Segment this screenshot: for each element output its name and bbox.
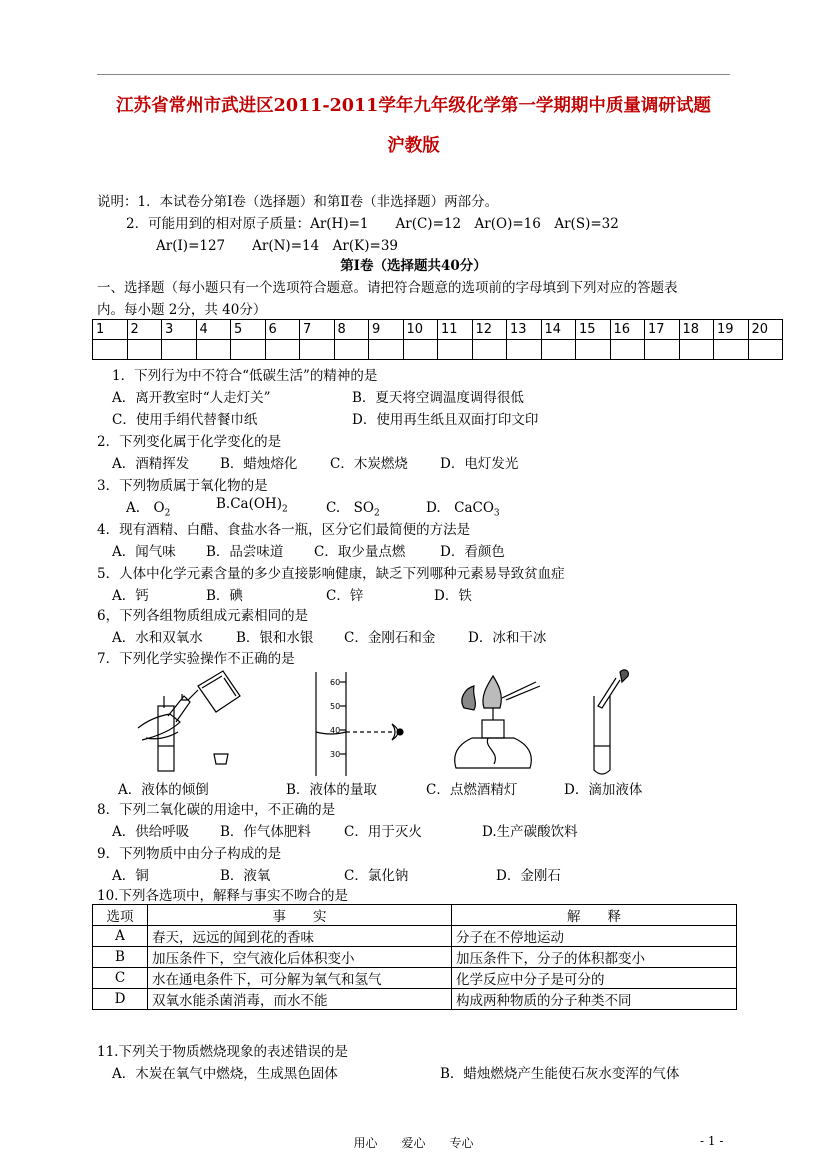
answer-number-cell: 13 xyxy=(507,320,542,340)
q8-option-c: C．用于灭火 xyxy=(344,824,422,840)
q4-stem: 4．现有酒精、白醋、食盐水各一瓶，区分它们最简便的方法是 xyxy=(97,522,471,538)
q11-option-a: A．木炭在氧气中燃烧，生成黑色固体 xyxy=(112,1066,338,1082)
answer-table xyxy=(92,319,783,360)
q7-option-d: D．滴加液体 xyxy=(564,782,643,798)
answer-number-cell: 17 xyxy=(645,320,680,340)
answer-number-cell: 1 xyxy=(93,320,128,340)
answer-number-cell: 3 xyxy=(162,320,197,340)
answer-blank-cell[interactable] xyxy=(748,340,783,360)
exam-subtitle: 沪教版 xyxy=(387,136,440,156)
q10-header-row xyxy=(93,905,737,926)
q1-option-a: A．离开教室时“人走灯关” xyxy=(112,390,271,406)
section-intro-1: 一、选择题（每小题只有一个选项符合题意。请把符合题意的选项前的字母填到下列对应的答题表 xyxy=(97,280,678,296)
answer-number-cell: 11 xyxy=(438,320,473,340)
q11-option-b: B．蜡烛燃烧产生能使石灰水变浑的气体 xyxy=(440,1066,680,1082)
answer-number-row xyxy=(93,320,783,340)
q10-stem: 10.下列各选项中，解释与事实不吻合的是 xyxy=(97,888,348,904)
q2-option-b: B．蜡烛熔化 xyxy=(220,456,298,472)
answer-number-cell: 20 xyxy=(748,320,783,340)
answer-number-cell: 10 xyxy=(403,320,438,340)
answer-blank-cell[interactable] xyxy=(403,340,438,360)
answer-number-cell: 2 xyxy=(127,320,162,340)
answer-blank-cell[interactable] xyxy=(231,340,266,360)
q10-cell-option: C xyxy=(93,968,148,989)
q8-option-b: B．作气体肥料 xyxy=(220,824,311,840)
scale-label-60: 60 xyxy=(330,678,341,687)
q10-cell-fact: 春天，远远的闻到花的香味 xyxy=(148,926,452,947)
q2-option-d: D．电灯发光 xyxy=(440,456,519,472)
q3-option-b: $B.Ca(OH)_2$ xyxy=(216,496,288,515)
q10-cell-fact: 双氧水能杀菌消毒，而水不能 xyxy=(148,989,452,1010)
q7-stem: 7．下列化学实验操作不正确的是 xyxy=(97,651,295,667)
q9-option-c: C．氯化钠 xyxy=(344,868,409,884)
q6-option-a: A．水和双氧水 xyxy=(112,630,203,646)
q4-option-b: B．品尝味道 xyxy=(206,544,284,560)
scale-label-50: 50 xyxy=(330,702,341,711)
section-intro-2: 内。每小题 2分，共 40分） xyxy=(97,302,267,318)
answer-blank-cell[interactable] xyxy=(507,340,542,360)
answer-number-cell: 4 xyxy=(196,320,231,340)
q9-option-a: A．铜 xyxy=(112,868,149,884)
answer-blank-cell[interactable] xyxy=(127,340,162,360)
q8-option-d: D.生产碳酸饮料 xyxy=(482,824,578,840)
scale-label-40: 40 xyxy=(330,726,341,735)
answer-blank-cell[interactable] xyxy=(472,340,507,360)
q2-stem: 2．下列变化属于化学变化的是 xyxy=(97,434,282,450)
q1-option-b: B．夏天将空调温度调得很低 xyxy=(352,390,524,406)
q10-cell-option: D xyxy=(93,989,148,1010)
q1-option-c: C．使用手绢代替餐巾纸 xyxy=(112,412,258,428)
table-row xyxy=(93,968,737,989)
q10-cell-explain: 化学反应中分子是可分的 xyxy=(452,968,737,989)
q3-stem: 3．下列物质属于氧化物的是 xyxy=(97,478,268,494)
q9-option-d: D．金刚石 xyxy=(496,868,561,884)
answer-blank-cell[interactable] xyxy=(300,340,335,360)
answer-number-cell: 19 xyxy=(714,320,749,340)
q8-option-a: A．供给呼吸 xyxy=(112,824,190,840)
q6-option-b: B．银和水银 xyxy=(236,630,314,646)
q2-option-c: C．木炭燃烧 xyxy=(330,456,408,472)
answer-blank-cell[interactable] xyxy=(369,340,404,360)
note-line-3: Ar(I)=127 Ar(N)=14 Ar(K)=39 xyxy=(156,238,398,254)
answer-number-cell: 6 xyxy=(265,320,300,340)
q6-option-d: D．冰和干冰 xyxy=(468,630,547,646)
q10-cell-explain: 加压条件下，分子的体积都变小 xyxy=(452,947,737,968)
q10-cell-option: B xyxy=(93,947,148,968)
dropper-tube-figure xyxy=(580,668,650,780)
answer-number-cell: 16 xyxy=(610,320,645,340)
answer-number-cell: 7 xyxy=(300,320,335,340)
q10-cell-explain: 分子在不停地运动 xyxy=(452,926,737,947)
answer-number-cell: 8 xyxy=(334,320,369,340)
q10-table xyxy=(92,904,737,1010)
page-number: - 1 - xyxy=(700,1134,724,1148)
answer-number-cell: 12 xyxy=(472,320,507,340)
answer-number-cell: 18 xyxy=(679,320,714,340)
answer-blank-cell[interactable] xyxy=(334,340,369,360)
note-line-1: 说明：1．本试卷分第Ⅰ卷（选择题）和第Ⅱ卷（非选择题）两部分。 xyxy=(97,194,499,210)
q2-option-a: A．酒精挥发 xyxy=(112,456,190,472)
q10-header-fact: 事 实 xyxy=(148,905,452,926)
q10-cell-option: A xyxy=(93,926,148,947)
footer-motto: 用心 爱心 专心 xyxy=(353,1136,474,1150)
q9-option-b: B．液氧 xyxy=(220,868,271,884)
answer-blank-cell[interactable] xyxy=(576,340,611,360)
table-row xyxy=(93,926,737,947)
answer-blank-cell[interactable] xyxy=(610,340,645,360)
q4-option-a: A．闻气味 xyxy=(112,544,176,560)
q1-option-d: D．使用再生纸且双面打印文印 xyxy=(352,412,539,428)
header-rule xyxy=(97,74,730,75)
note-line-2: 2．可能用到的相对原子质量：Ar(H)=1 Ar(C)=12 Ar(O)=16 Ar(S)=32 xyxy=(126,216,619,232)
q3-option-d: D. CaCO$_3$ xyxy=(426,500,500,519)
q6-option-c: C．金刚石和金 xyxy=(344,630,436,646)
answer-blank-cell[interactable] xyxy=(679,340,714,360)
q5-option-a: A．钙 xyxy=(112,588,149,604)
answer-blank-cell[interactable] xyxy=(162,340,197,360)
q10-header-explain: 解 释 xyxy=(452,905,737,926)
table-row xyxy=(93,989,737,1010)
q7-option-b: B．液体的量取 xyxy=(286,782,377,798)
q1-stem: 1．下列行为中不符合“低碳生活”的精神的是 xyxy=(112,368,378,384)
q7-option-c: C．点燃酒精灯 xyxy=(426,782,518,798)
table-row xyxy=(93,947,737,968)
q5-option-b: B．碘 xyxy=(206,588,243,604)
q10-cell-fact: 加压条件下，空气液化后体积变小 xyxy=(148,947,452,968)
answer-number-cell: 9 xyxy=(369,320,404,340)
answer-blank-cell[interactable] xyxy=(541,340,576,360)
q5-option-d: D．铁 xyxy=(434,588,472,604)
q3-option-c: C. $SO_2$ xyxy=(326,500,380,519)
answer-blank-row[interactable] xyxy=(93,340,783,360)
alcohol-lamp-figure xyxy=(444,668,554,780)
q10-cell-explain: 构成两种物质的分子种类不同 xyxy=(452,989,737,1010)
answer-number-cell: 5 xyxy=(231,320,266,340)
q11-stem: 11.下列关于物质燃烧现象的表述错误的是 xyxy=(97,1044,348,1060)
pouring-liquid-figure xyxy=(128,666,248,776)
answer-blank-cell[interactable] xyxy=(196,340,231,360)
answer-number-cell: 15 xyxy=(576,320,611,340)
exam-title: 江苏省常州市武进区2011-2011学年九年级化学第一学期期中质量调研试题 xyxy=(116,96,711,116)
q10-cell-fact: 水在通电条件下，可分解为氧气和氢气 xyxy=(148,968,452,989)
q10-header-option: 选项 xyxy=(93,905,148,926)
q9-stem: 9．下列物质中由分子构成的是 xyxy=(97,846,282,862)
q6-stem: 6，下列各组物质组成元素相同的是 xyxy=(97,608,309,624)
answer-blank-cell[interactable] xyxy=(714,340,749,360)
q5-stem: 5．人体中化学元素含量的多少直接影响健康，缺乏下列哪种元素易导致贫血症 xyxy=(97,566,565,582)
q5-option-c: C．锌 xyxy=(326,588,364,604)
q4-option-c: C．取少量点燃 xyxy=(314,544,406,560)
answer-blank-cell[interactable] xyxy=(265,340,300,360)
section-title: 第Ⅰ卷（选择题共40分） xyxy=(340,258,487,274)
q4-option-d: D．看颜色 xyxy=(440,544,505,560)
answer-blank-cell[interactable] xyxy=(438,340,473,360)
scale-label-30: 30 xyxy=(330,750,341,759)
q7-option-a: A．液体的倾倒 xyxy=(118,782,209,798)
answer-blank-cell[interactable] xyxy=(645,340,680,360)
q3-option-a: A. $O_2$ xyxy=(126,500,171,519)
answer-number-cell: 14 xyxy=(541,320,576,340)
q8-stem: 8．下列二氧化碳的用途中，不正确的是 xyxy=(97,802,336,818)
answer-blank-cell[interactable] xyxy=(93,340,128,360)
graduated-cylinder-figure xyxy=(300,668,420,780)
